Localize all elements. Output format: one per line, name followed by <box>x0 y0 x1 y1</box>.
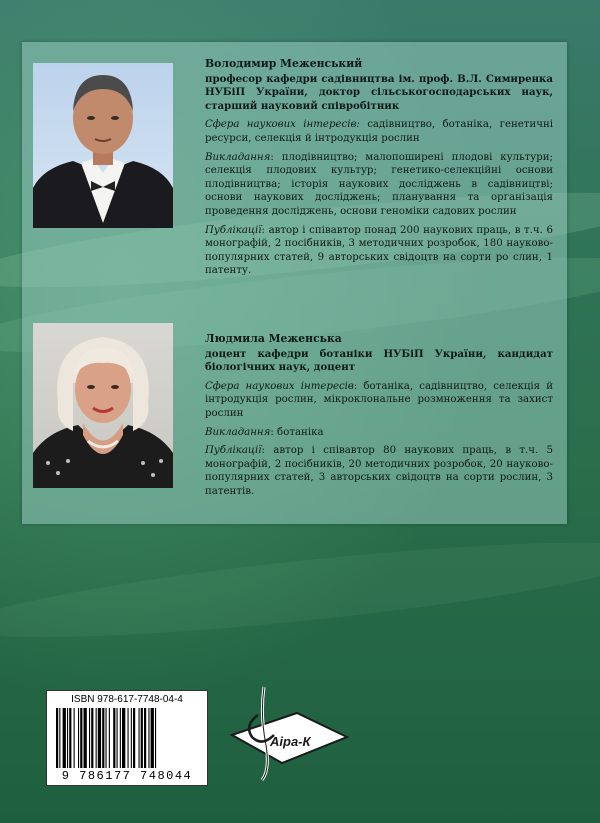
barcode-bar <box>120 708 121 768</box>
author-2-teaching <box>205 426 553 440</box>
teaching-label: Викладання <box>205 426 271 438</box>
barcode-bar <box>117 708 118 768</box>
decorative-swoosh <box>0 524 600 657</box>
barcode-bar <box>102 708 104 768</box>
barcode-bar <box>144 708 146 768</box>
barcode-bar <box>139 708 140 768</box>
barcode-bar <box>84 708 87 768</box>
barcode-bar <box>80 708 82 768</box>
barcode-bar <box>151 708 154 768</box>
barcode-bar <box>133 708 135 768</box>
barcode-bar <box>148 708 149 768</box>
isbn-text: ISBN 978-617-7748-04-4 <box>71 694 183 705</box>
barcode-bar <box>56 708 58 768</box>
barcode-bar <box>74 708 75 768</box>
barcode-bar <box>155 708 156 768</box>
publications-text: : автор і співавтор понад 200 наукових праць, в т.ч. 6 монографій, 2 посібників, 3 методичних розробок, 180 науково-популярних статей, 9 авторських свідоцтв на сорти ро слин, 1 патенту. <box>205 224 553 277</box>
barcode-bar <box>113 708 115 768</box>
teaching-text: : ботаніка <box>270 426 324 438</box>
interests-text: садівництво, ботаніка, генетичні ресурси, селекція й інтродукція рослин <box>205 119 553 144</box>
barcode-bar <box>96 708 97 768</box>
publisher-logo <box>222 675 352 785</box>
isbn-barcode <box>46 690 208 786</box>
barcode-bar <box>98 708 101 768</box>
interests-label: Сфера наукових інтересів: <box>205 119 360 131</box>
author-1-bio <box>205 57 553 283</box>
barcode-bar <box>128 708 129 768</box>
author-1-name: Володимир Меженський <box>205 57 363 70</box>
barcode-bars <box>55 708 199 768</box>
barcode-number: 9 786177 748044 <box>61 769 193 783</box>
author-2-position: доцент кафедри ботаніки НУБіП України, кандидат біологічних наук, доцент <box>205 347 553 374</box>
barcode-bar <box>91 708 93 768</box>
barcode-bar <box>109 708 110 768</box>
author-photo-2 <box>33 323 173 488</box>
barcode-bar <box>67 708 68 768</box>
author-2-bio <box>205 332 553 504</box>
barcode-bar <box>89 708 90 768</box>
author-2-interests <box>205 380 553 421</box>
barcode-bar <box>78 708 79 768</box>
barcode-bar <box>141 708 143 768</box>
author-1-publications <box>205 224 553 278</box>
teaching-label: Викладання <box>205 151 271 163</box>
interests-text: : ботаніка, садівництво, селекція й інтродукція рослин, мікроклональне розмноження та захист рослин <box>205 380 554 419</box>
barcode-bar <box>122 708 125 768</box>
author-1-position: професор кафедри садівництва ім. проф. В.Л. Симиренка НУБіП України, доктор сільськогосподарських наук, старший науковий співробітник <box>205 72 553 112</box>
publications-text: : автор і співавтор 80 наукових праць, в т.ч. 5 монографій, 2 посібників, 20 методичних розробок, 20 науково-популярних статей, 3 авторських свідоцтв на сорти рослин, 3 патентів. <box>205 445 553 497</box>
author-2-publications <box>205 444 553 498</box>
barcode-bar <box>106 708 107 768</box>
publications-label: Публікації <box>205 445 262 457</box>
teaching-text: : плодівництво; малопоширені плодові культури; селекція плодових культур; генетико-селекційні основи плодівництва; історія наукових досліджень в садівництві; основи наукових досліджень; планування та організація проведення досліджень, основи геноміки садових рослин <box>205 151 553 217</box>
author-photo-1 <box>33 63 173 228</box>
barcode-bar <box>63 708 66 768</box>
author-1-teaching <box>205 151 553 219</box>
barcode-bar <box>131 708 132 768</box>
author-2-name: Людмила Меженська <box>205 332 342 345</box>
barcode-bar <box>69 708 71 768</box>
interests-label: Сфера наукових інтересів <box>205 380 354 392</box>
publisher-logo-text: Аіра-К <box>270 734 311 749</box>
barcode-bar <box>59 708 60 768</box>
publications-label: Публікації <box>205 224 262 236</box>
author-1-interests <box>205 118 553 145</box>
